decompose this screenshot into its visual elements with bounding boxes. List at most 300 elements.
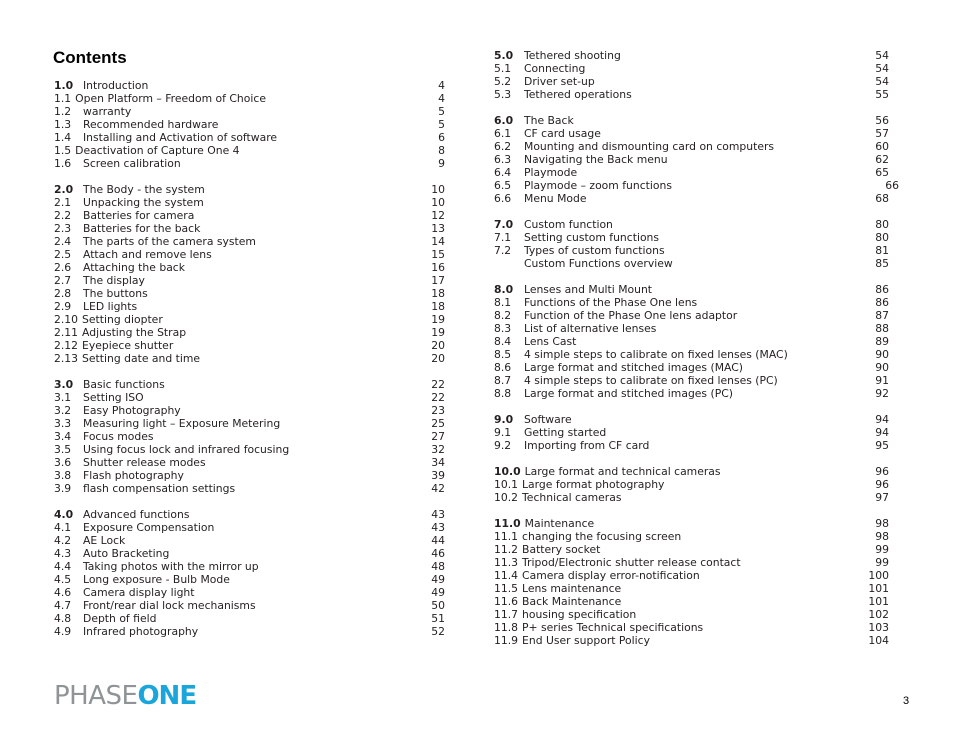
toc-entry-number: 4.9 xyxy=(54,625,72,638)
toc-entry-page: 66 xyxy=(885,179,899,192)
toc-entry-label: The Back xyxy=(524,114,574,127)
toc-entry-label: Maintenance xyxy=(524,517,595,530)
toc-entry-number: 2.8 xyxy=(54,287,72,300)
toc-entry-page: 86 xyxy=(875,283,889,296)
toc-entry-page: 32 xyxy=(431,443,445,456)
toc-entry-page: 97 xyxy=(875,491,889,504)
toc-entry-number: 4.6 xyxy=(54,586,72,599)
toc-entry-label: The Body - the system xyxy=(83,183,205,196)
toc-entry-label: Back Maintenance xyxy=(522,595,622,608)
toc-entry-label: Battery socket xyxy=(522,543,601,556)
toc-entry-label: The parts of the camera system xyxy=(83,235,256,248)
toc-entry-page: 13 xyxy=(431,222,445,235)
toc-entry-number: 2.2 xyxy=(54,209,72,222)
toc-entry xyxy=(494,192,889,205)
toc-entry-number: 8.6 xyxy=(494,361,512,374)
toc-entry-page: 90 xyxy=(875,361,889,374)
toc-entry-label: LED lights xyxy=(83,300,138,313)
toc-entry-label: Measuring light – Exposure Metering xyxy=(83,417,281,430)
toc-entry xyxy=(494,62,889,75)
toc-entry-label: Unpacking the system xyxy=(83,196,204,209)
toc-entry xyxy=(54,625,445,638)
toc-entry-number: 8.3 xyxy=(494,322,512,335)
toc-entry-page: 98 xyxy=(875,517,889,530)
toc-entry-label: Setting diopter xyxy=(82,313,163,326)
toc-entry-page: 101 xyxy=(868,582,889,595)
toc-entry-page: 56 xyxy=(875,114,889,127)
toc-entry xyxy=(54,261,445,274)
toc-entry-number: 4.3 xyxy=(54,547,72,560)
toc-entry-number: 6.0 xyxy=(494,114,514,127)
toc-entry-page: 43 xyxy=(431,521,445,534)
toc-entry xyxy=(54,573,445,586)
toc-entry-label: Open Platform – Freedom of Choice xyxy=(75,92,266,105)
toc-entry-page: 15 xyxy=(431,248,445,261)
toc-entry-page: 4 xyxy=(438,79,445,92)
toc-entry-number: 11.3 xyxy=(494,556,519,569)
toc-entry-page: 5 xyxy=(438,118,445,131)
toc-entry-page: 51 xyxy=(431,612,445,625)
toc-entry-page: 12 xyxy=(431,209,445,222)
toc-entry-number: 11.2 xyxy=(494,543,519,556)
toc-entry-number: 9.2 xyxy=(494,439,512,452)
toc-entry-number: 6.4 xyxy=(494,166,512,179)
toc-entry-number: 11.5 xyxy=(494,582,519,595)
toc-entry xyxy=(54,274,445,287)
toc-entry-page: 54 xyxy=(875,49,889,62)
toc-entry-number: 4.0 xyxy=(54,508,74,521)
toc-entry-page: 22 xyxy=(431,391,445,404)
toc-entry-label: Setting date and time xyxy=(82,352,201,365)
toc-entry xyxy=(494,257,889,270)
toc-entry-page: 91 xyxy=(875,374,889,387)
toc-entry-page: 87 xyxy=(875,309,889,322)
toc-entry xyxy=(494,348,889,361)
toc-entry-number: 4.4 xyxy=(54,560,72,573)
toc-entry-label: Mounting and dismounting card on computers xyxy=(524,140,775,153)
toc-entry-label: Batteries for camera xyxy=(83,209,195,222)
toc-entry-page: 92 xyxy=(875,387,889,400)
logo-one: ONE xyxy=(137,681,197,711)
toc-entry-page: 104 xyxy=(868,634,889,647)
toc-entry-label: The buttons xyxy=(83,287,148,300)
toc-entry-page: 62 xyxy=(875,153,889,166)
toc-entry-page: 57 xyxy=(875,127,889,140)
toc-entry-label: Function of the Phase One lens adaptor xyxy=(524,309,738,322)
toc-entry xyxy=(494,166,889,179)
toc-entry xyxy=(54,157,445,170)
toc-entry-label: Introduction xyxy=(83,79,149,92)
toc-entry-label: Tripod/Electronic shutter release contact xyxy=(522,556,741,569)
toc-entry-number: 5.0 xyxy=(494,49,514,62)
toc-entry-label: Attaching the back xyxy=(83,261,185,274)
toc-entry-label: Custom Functions overview xyxy=(524,257,673,270)
toc-entry-label: Flash photography xyxy=(83,469,184,482)
toc-entry-label: Lens Cast xyxy=(524,335,577,348)
toc-entry xyxy=(54,391,445,404)
toc-entry xyxy=(494,140,889,153)
toc-entry-page: 102 xyxy=(868,608,889,621)
page-title: Contents xyxy=(53,48,127,67)
toc-entry-page: 94 xyxy=(875,413,889,426)
toc-entry-page: 90 xyxy=(875,348,889,361)
toc-entry xyxy=(494,114,889,127)
toc-entry xyxy=(494,244,889,257)
toc-entry-label: Installing and Activation of software xyxy=(83,131,278,144)
toc-entry-number: 2.1 xyxy=(54,196,72,209)
toc-entry xyxy=(54,443,445,456)
toc-entry-number: 4.8 xyxy=(54,612,72,625)
toc-entry xyxy=(494,595,889,608)
toc-entry xyxy=(494,426,889,439)
toc-entry-label: Camera display light xyxy=(83,586,195,599)
toc-entry xyxy=(494,309,889,322)
toc-entry-page: 101 xyxy=(868,595,889,608)
toc-entry xyxy=(54,339,445,352)
toc-entry xyxy=(54,599,445,612)
page-number: 3 xyxy=(903,695,910,707)
toc-entry-label: changing the focusing screen xyxy=(522,530,682,543)
toc-entry-page: 65 xyxy=(875,166,889,179)
toc-entry xyxy=(494,218,889,231)
toc-entry-number: 11.0 xyxy=(494,517,521,530)
toc-entry-label: Functions of the Phase One lens xyxy=(524,296,698,309)
toc-entry-label: Long exposure - Bulb Mode xyxy=(83,573,230,586)
toc-entry-number: 1.3 xyxy=(54,118,72,131)
toc-entry-page: 54 xyxy=(875,62,889,75)
toc-entry-number: 1.2 xyxy=(54,105,72,118)
toc-entry-number: 9.0 xyxy=(494,413,514,426)
toc-entry-label: warranty xyxy=(83,105,132,118)
toc-entry xyxy=(54,287,445,300)
toc-entry-number: 8.1 xyxy=(494,296,512,309)
toc-entry-number: 2.12 xyxy=(54,339,79,352)
toc-entry-label: Lens maintenance xyxy=(522,582,622,595)
toc-entry-number: 1.6 xyxy=(54,157,72,170)
toc-entry-label: Large format and stitched images (PC) xyxy=(524,387,733,400)
toc-entry-label: Front/rear dial lock mechanisms xyxy=(83,599,256,612)
toc-entry-label: End User support Policy xyxy=(522,634,650,647)
toc-entry-label: Menu Mode xyxy=(524,192,587,205)
toc-entry xyxy=(54,326,445,339)
toc-entry-number: 1.5 xyxy=(54,144,72,157)
phase-one-logo xyxy=(54,681,196,711)
toc-entry-label: Deactivation of Capture One 4 xyxy=(75,144,240,157)
toc-entry xyxy=(54,248,445,261)
toc-entry-number: 8.4 xyxy=(494,335,512,348)
toc-entry xyxy=(54,235,445,248)
toc-entry-label: P+ series Technical specifications xyxy=(522,621,704,634)
toc-entry xyxy=(494,231,889,244)
toc-entry xyxy=(54,105,445,118)
toc-entry-number: 2.4 xyxy=(54,235,72,248)
toc-entry xyxy=(494,530,889,543)
toc-entry-label: Lenses and Multi Mount xyxy=(524,283,653,296)
toc-entry xyxy=(54,417,445,430)
toc-entry-number: 7.2 xyxy=(494,244,512,257)
toc-entry-number: 3.9 xyxy=(54,482,72,495)
toc-entry-page: 4 xyxy=(438,92,445,105)
toc-entry xyxy=(494,517,889,530)
toc-entry-label: Tethered operations xyxy=(524,88,632,101)
toc-entry-number: 11.1 xyxy=(494,530,519,543)
toc-entry-page: 19 xyxy=(431,313,445,326)
toc-entry-label: CF card usage xyxy=(524,127,601,140)
toc-entry xyxy=(54,300,445,313)
toc-entry-number: 10.2 xyxy=(494,491,519,504)
toc-entry-page: 46 xyxy=(431,547,445,560)
toc-entry xyxy=(494,491,889,504)
toc-entry-number: 4.1 xyxy=(54,521,72,534)
toc-entry-page: 43 xyxy=(431,508,445,521)
toc-entry-label: Large format and stitched images (MAC) xyxy=(524,361,743,374)
toc-entry-page: 88 xyxy=(875,322,889,335)
toc-entry-number: 11.4 xyxy=(494,569,519,582)
toc-entry xyxy=(494,49,889,62)
toc-entry-page: 89 xyxy=(875,335,889,348)
toc-entry xyxy=(54,196,445,209)
toc-entry-number: 8.5 xyxy=(494,348,512,361)
toc-entry xyxy=(54,378,445,391)
toc-entry-page: 54 xyxy=(875,75,889,88)
toc-entry-number: 3.1 xyxy=(54,391,72,404)
toc-entry xyxy=(494,296,889,309)
toc-entry-label: Infrared photography xyxy=(83,625,199,638)
toc-entry-label: Taking photos with the mirror up xyxy=(83,560,259,573)
toc-entry-page: 81 xyxy=(875,244,889,257)
toc-entry-number: 6.6 xyxy=(494,192,512,205)
toc-entry-label: Batteries for the back xyxy=(83,222,201,235)
toc-entry-page: 95 xyxy=(875,439,889,452)
toc-entry-label: Easy Photography xyxy=(83,404,181,417)
toc-entry xyxy=(54,404,445,417)
toc-entry-number: 2.6 xyxy=(54,261,72,274)
toc-entry-page: 96 xyxy=(875,465,889,478)
toc-entry-number: 4.5 xyxy=(54,573,72,586)
toc-entry-label: Types of custom functions xyxy=(524,244,665,257)
toc-entry xyxy=(54,313,445,326)
toc-entry-page: 20 xyxy=(431,352,445,365)
toc-entry-number: 8.0 xyxy=(494,283,514,296)
toc-entry-label: Technical cameras xyxy=(522,491,622,504)
toc-entry-number: 9.1 xyxy=(494,426,512,439)
toc-entry-label: Advanced functions xyxy=(83,508,190,521)
toc-entry-page: 49 xyxy=(431,573,445,586)
toc-entry xyxy=(54,469,445,482)
toc-entry-number: 11.9 xyxy=(494,634,519,647)
toc-entry xyxy=(54,456,445,469)
toc-entry-label: 4 simple steps to calibrate on fixed lenses (PC) xyxy=(524,374,778,387)
toc-entry xyxy=(54,508,445,521)
toc-entry-page: 34 xyxy=(431,456,445,469)
toc-entry-label: Recommended hardware xyxy=(83,118,219,131)
toc-entry xyxy=(494,569,889,582)
toc-entry-page: 23 xyxy=(431,404,445,417)
toc-entry-label: Adjusting the Strap xyxy=(82,326,187,339)
toc-entry xyxy=(54,92,445,105)
toc-entry-page: 94 xyxy=(875,426,889,439)
toc-entry-page: 44 xyxy=(431,534,445,547)
toc-entry xyxy=(494,322,889,335)
toc-entry-label: Eyepiece shutter xyxy=(82,339,174,352)
toc-entry xyxy=(54,534,445,547)
toc-entry-number: 2.7 xyxy=(54,274,72,287)
toc-entry-page: 86 xyxy=(875,296,889,309)
toc-entry-label: Getting started xyxy=(524,426,607,439)
toc-entry-label: Importing from CF card xyxy=(524,439,650,452)
toc-entry-page: 80 xyxy=(875,231,889,244)
toc-entry xyxy=(54,586,445,599)
toc-entry-number: 5.2 xyxy=(494,75,512,88)
toc-entry-page: 6 xyxy=(438,131,445,144)
toc-entry-number: 3.0 xyxy=(54,378,74,391)
toc-entry xyxy=(54,79,445,92)
toc-entry-number: 3.4 xyxy=(54,430,72,443)
toc-entry-number: 7.1 xyxy=(494,231,512,244)
toc-entry-number: 2.11 xyxy=(54,326,79,339)
toc-entry xyxy=(54,144,445,157)
toc-entry-page: 18 xyxy=(431,287,445,300)
toc-entry-page: 96 xyxy=(875,478,889,491)
toc-entry-number: 10.1 xyxy=(494,478,519,491)
toc-entry-page: 52 xyxy=(431,625,445,638)
toc-entry xyxy=(54,612,445,625)
toc-entry-number: 4.2 xyxy=(54,534,72,547)
toc-entry-page: 50 xyxy=(431,599,445,612)
toc-entry-label: Setting custom functions xyxy=(524,231,660,244)
toc-entry-page: 16 xyxy=(431,261,445,274)
toc-entry xyxy=(494,283,889,296)
toc-entry-page: 48 xyxy=(431,560,445,573)
toc-entry-number: 6.2 xyxy=(494,140,512,153)
toc-entry-label: Software xyxy=(524,413,572,426)
toc-entry-label: Custom function xyxy=(524,218,613,231)
toc-entry-number: 3.8 xyxy=(54,469,72,482)
toc-entry-number: 2.9 xyxy=(54,300,72,313)
toc-entry xyxy=(494,465,889,478)
toc-entry-label: Camera display error-notification xyxy=(522,569,700,582)
toc-entry xyxy=(494,127,889,140)
toc-entry xyxy=(54,131,445,144)
toc-entry-number: 11.7 xyxy=(494,608,519,621)
toc-entry-number: 4.7 xyxy=(54,599,72,612)
toc-entry-number: 3.5 xyxy=(54,443,72,456)
toc-entry xyxy=(494,582,889,595)
toc-entry-label: Navigating the Back menu xyxy=(524,153,668,166)
toc-entry-page: 55 xyxy=(875,88,889,101)
toc-entry-page: 42 xyxy=(431,482,445,495)
toc-entry xyxy=(54,118,445,131)
toc-entry-page: 19 xyxy=(431,326,445,339)
toc-entry-page: 85 xyxy=(875,257,889,270)
toc-entry-number: 2.10 xyxy=(54,313,79,326)
toc-entry-label: Connecting xyxy=(524,62,586,75)
toc-entry-label: AE Lock xyxy=(83,534,126,547)
toc-entry-page: 18 xyxy=(431,300,445,313)
toc-entry-label: Playmode xyxy=(524,166,578,179)
toc-entry-number: 1.4 xyxy=(54,131,72,144)
toc-entry-number: 8.8 xyxy=(494,387,512,400)
toc-entry xyxy=(54,521,445,534)
toc-entry-number: 2.5 xyxy=(54,248,72,261)
toc-entry xyxy=(494,361,889,374)
toc-entry-number: 2.3 xyxy=(54,222,72,235)
toc-entry xyxy=(494,608,889,621)
toc-entry-label: housing specification xyxy=(522,608,637,621)
toc-entry-label: Large format and technical cameras xyxy=(524,465,721,478)
logo-phase: PHASE xyxy=(54,681,138,711)
toc-entry xyxy=(494,413,889,426)
toc-entry-page: 9 xyxy=(438,157,445,170)
toc-entry xyxy=(54,430,445,443)
toc-entry xyxy=(54,547,445,560)
toc-entry-label: Focus modes xyxy=(83,430,154,443)
toc-entry-label: Setting ISO xyxy=(83,391,144,404)
toc-entry xyxy=(494,387,889,400)
toc-entry-page: 49 xyxy=(431,586,445,599)
toc-entry-label: Screen calibration xyxy=(83,157,181,170)
toc-entry-number: 3.2 xyxy=(54,404,72,417)
toc-entry-number: 6.1 xyxy=(494,127,512,140)
toc-entry xyxy=(494,335,889,348)
toc-entry-page: 39 xyxy=(431,469,445,482)
toc-entry-number: 3.3 xyxy=(54,417,72,430)
toc-entry-page: 10 xyxy=(431,196,445,209)
toc-entry-label: Attach and remove lens xyxy=(83,248,212,261)
toc-entry-label: 4 simple steps to calibrate on fixed lenses (MAC) xyxy=(524,348,788,361)
toc-entry-number: 1.0 xyxy=(54,79,74,92)
toc-entry-number: 7.0 xyxy=(494,218,514,231)
toc-entry-page: 25 xyxy=(431,417,445,430)
toc-entry-page: 99 xyxy=(875,556,889,569)
toc-entry xyxy=(54,352,445,365)
toc-entry-label: Exposure Compensation xyxy=(83,521,215,534)
toc-entry-page: 17 xyxy=(431,274,445,287)
toc-entry-page: 80 xyxy=(875,218,889,231)
toc-entry-page: 27 xyxy=(431,430,445,443)
toc-entry-label: The display xyxy=(83,274,145,287)
toc-entry xyxy=(54,183,445,196)
toc-entry-number: 1.1 xyxy=(54,92,72,105)
toc-entry-label: Driver set-up xyxy=(524,75,595,88)
toc-entry-number: 8.7 xyxy=(494,374,512,387)
toc-entry-page: 5 xyxy=(438,105,445,118)
toc-entry xyxy=(494,374,889,387)
toc-entry-page: 68 xyxy=(875,192,889,205)
toc-entry-label: Playmode – zoom functions xyxy=(524,179,672,192)
toc-entry-number: 11.6 xyxy=(494,595,519,608)
toc-entry-page: 8 xyxy=(438,144,445,157)
toc-entry-label: Auto Bracketing xyxy=(83,547,170,560)
toc-entry-page: 14 xyxy=(431,235,445,248)
toc-entry xyxy=(494,621,889,634)
toc-entry xyxy=(494,478,889,491)
toc-entry xyxy=(494,88,889,101)
toc-entry-number: 8.2 xyxy=(494,309,512,322)
toc-entry-label: List of alternative lenses xyxy=(524,322,657,335)
toc-entry-page: 99 xyxy=(875,543,889,556)
toc-entry-page: 98 xyxy=(875,530,889,543)
toc-entry xyxy=(494,634,889,647)
toc-entry-page: 103 xyxy=(868,621,889,634)
toc-entry-label: flash compensation settings xyxy=(83,482,236,495)
toc-entry xyxy=(494,153,889,166)
toc-entry-label: Large format photography xyxy=(522,478,665,491)
toc-entry-page: 22 xyxy=(431,378,445,391)
toc-entry xyxy=(54,560,445,573)
toc-entry-page: 20 xyxy=(431,339,445,352)
toc-entry-number: 6.3 xyxy=(494,153,512,166)
